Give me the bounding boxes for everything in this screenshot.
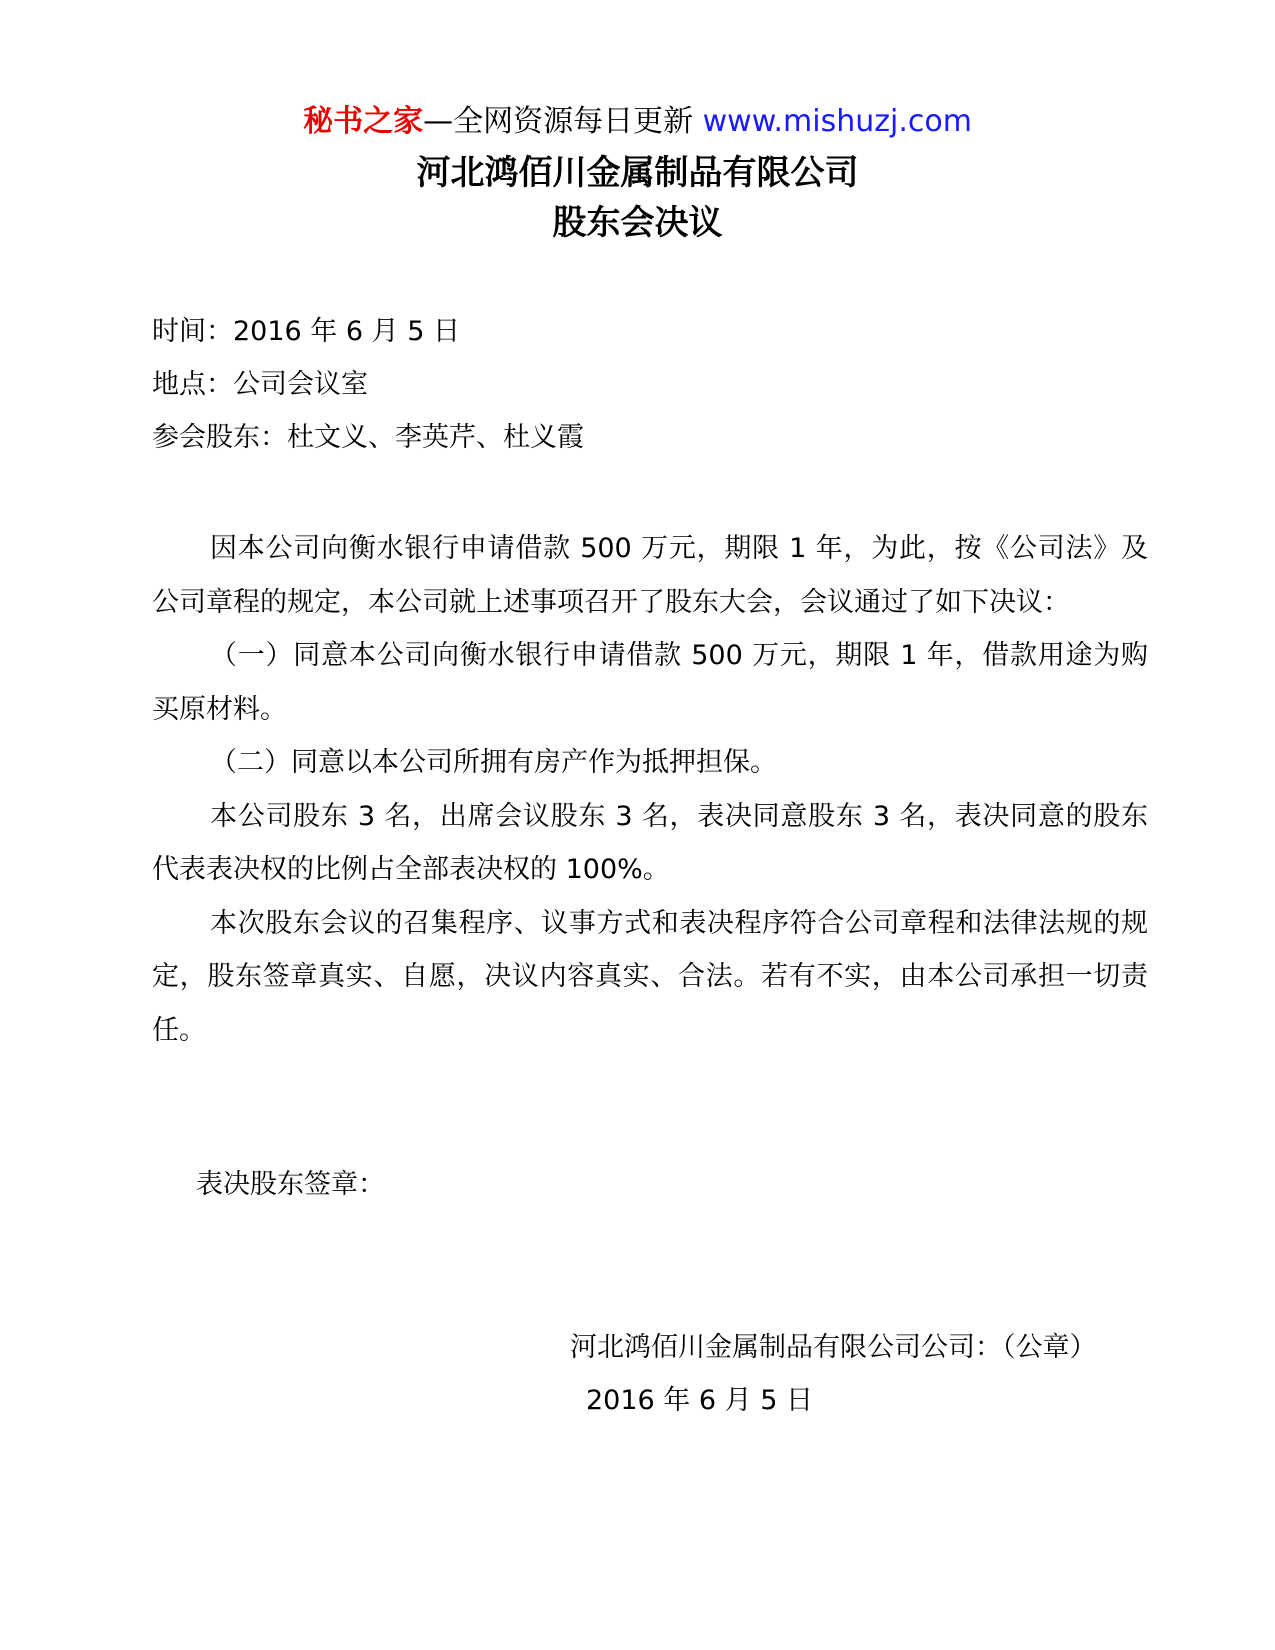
company-seal-line: 河北鸿佰川金属制品有限公司公司：（公章） [570, 1332, 1097, 1363]
signature-label: 表决股东签章： [196, 1169, 385, 1200]
statement-paragraph: 本次股东会议的召集程序、议事方式和表决程序符合公司章程和法律法规的规定，股东签章真实、自愿，决议内容真实、合法。若有不实，由本公司承担一切责任。 [152, 907, 1148, 1046]
resolution-body [152, 522, 1148, 1057]
banner-brand: 秘书之家 [303, 104, 424, 139]
banner-slogan: —全网资源每日更新 [423, 104, 703, 139]
document-title: 股东会决议 [552, 203, 723, 243]
signature-date: 2016 年 6 月 5 日 [586, 1385, 813, 1416]
meeting-attendees: 参会股东：杜文义、李英芹、杜义霞 [152, 422, 584, 453]
resolution-item-2: （二）同意以本公司所拥有房产作为抵押担保。 [210, 747, 778, 778]
site-banner [0, 102, 1275, 142]
meeting-time: 时间：2016 年 6 月 5 日 [152, 316, 460, 347]
company-title: 河北鸿佰川金属制品有限公司 [416, 153, 859, 193]
resolution-item-1: （一）同意本公司向衡水银行申请借款 500 万元，期限 1 年，借款用途为购买原材料。 [152, 640, 1148, 725]
meeting-place: 地点：公司会议室 [152, 369, 368, 400]
intro-paragraph: 因本公司向衡水银行申请借款 500 万元，期限 1 年，为此，按《公司法》及公司章程的规定，本公司就上述事项召开了股东大会，会议通过了如下决议： [152, 533, 1148, 618]
banner-url-link[interactable]: www.mishuzj.com [702, 104, 972, 139]
vote-paragraph: 本公司股东 3 名，出席会议股东 3 名，表决同意股东 3 名，表决同意的股东代表表决权的比例占全部表决权的 100%。 [152, 800, 1148, 885]
